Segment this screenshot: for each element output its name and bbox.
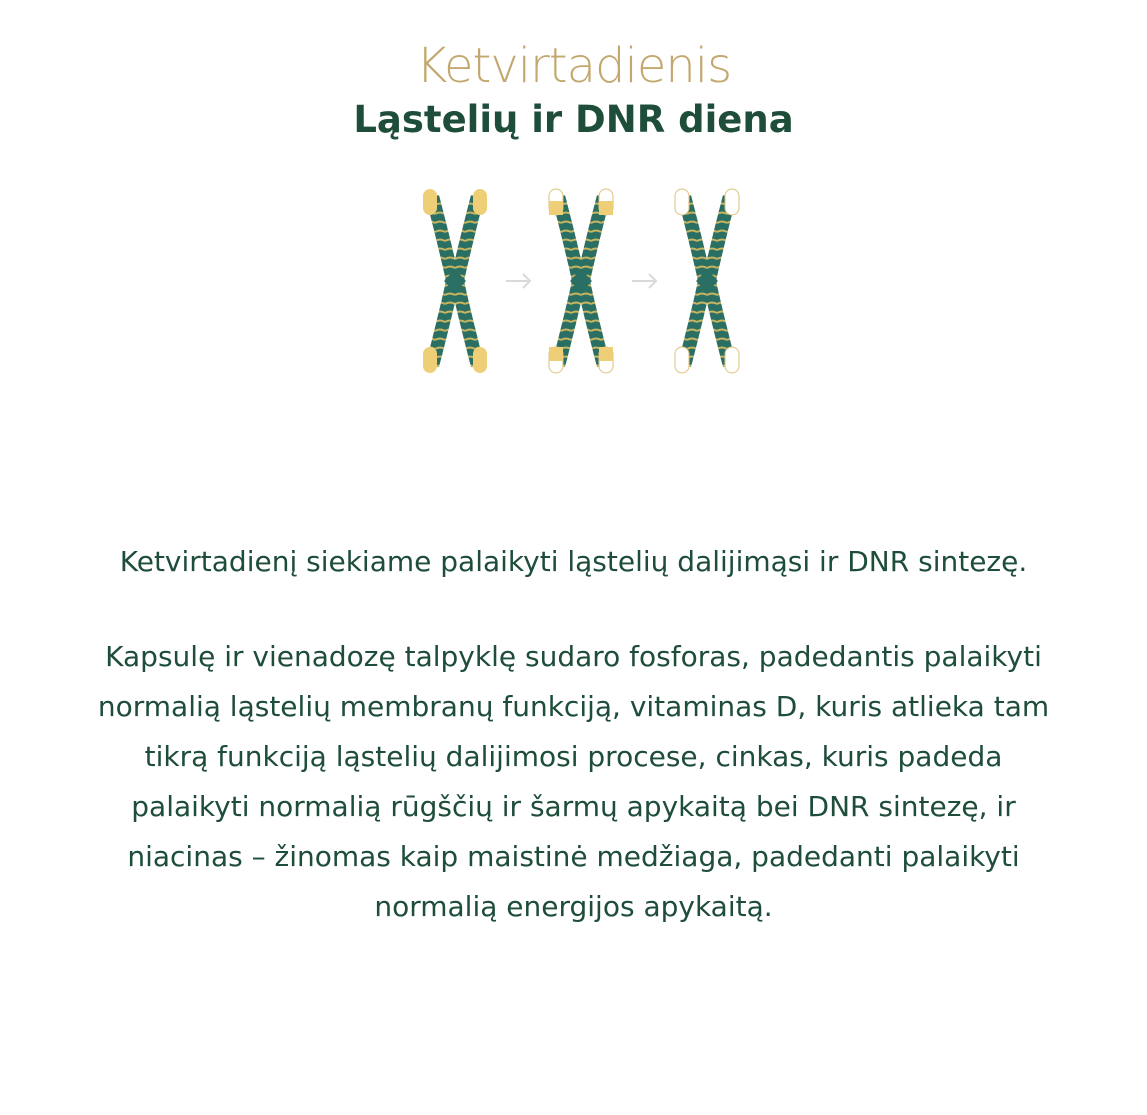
chromosome-icon [549,189,613,373]
description-text [90,537,1057,932]
day-title: Ketvirtadienis [415,38,732,94]
details-paragraph: Kapsulę ir vienadozę talpyklę sudaro fosforas, padedantis palaikyti normalią ląstelių membranų funkciją, vitaminas D, kuris atlieka tam tikrą funkciją ląstelių dalijimosi procese, cinkas, kuris padeda palaikyti normalią rūgščių ir šarmų apykaitą bei DNR sintezę, ir niacinas – žinomas kaip maistinė medžiaga, padedanti palaikyti normalią energijos apykaitą. [97,640,1050,923]
page-subtitle: Ląstelių ir DNR diena [353,98,794,141]
arrow-right-icon [632,274,656,288]
chromosome-icon [675,189,739,373]
intro-paragraph: Ketvirtadienį siekiame palaikyti ląstelių dalijimąsi ir DNR sintezę. [119,545,1028,578]
arrow-right-icon [506,274,530,288]
chromosome-icon [423,189,487,373]
chromosome-illustration [410,185,750,381]
